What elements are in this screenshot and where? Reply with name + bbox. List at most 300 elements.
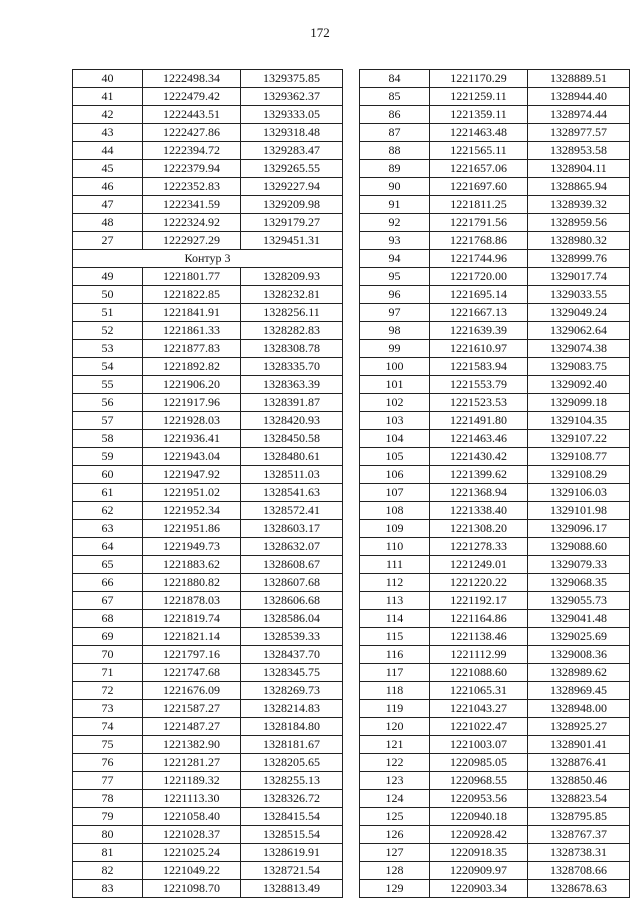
- point-number-cell: 79: [73, 808, 143, 826]
- x-coordinate-cell: 1221791.56: [430, 214, 528, 232]
- x-coordinate-cell: 1221906.20: [143, 376, 241, 394]
- table-row: [73, 394, 343, 412]
- x-coordinate-cell: 1221308.20: [430, 520, 528, 538]
- point-number-cell: 106: [360, 466, 430, 484]
- x-coordinate-cell: 1220903.34: [430, 880, 528, 898]
- point-number-cell: 95: [360, 268, 430, 286]
- table-row: [360, 106, 630, 124]
- point-number-cell: 76: [73, 754, 143, 772]
- table-row: [360, 574, 630, 592]
- y-coordinate-cell: 1328256.11: [241, 304, 343, 322]
- point-number-cell: 115: [360, 628, 430, 646]
- y-coordinate-cell: 1328939.32: [528, 196, 630, 214]
- x-coordinate-cell: 1221281.27: [143, 754, 241, 772]
- y-coordinate-cell: 1328608.67: [241, 556, 343, 574]
- table-row: [73, 106, 343, 124]
- point-number-cell: 42: [73, 106, 143, 124]
- table-row: [360, 304, 630, 322]
- y-coordinate-cell: 1328619.91: [241, 844, 343, 862]
- table-row: [73, 646, 343, 664]
- x-coordinate-cell: 1221744.96: [430, 250, 528, 268]
- point-number-cell: 102: [360, 394, 430, 412]
- y-coordinate-cell: 1329008.36: [528, 646, 630, 664]
- x-coordinate-cell: 1221491.80: [430, 412, 528, 430]
- point-number-cell: 65: [73, 556, 143, 574]
- x-coordinate-cell: 1221138.46: [430, 628, 528, 646]
- y-coordinate-cell: 1328572.41: [241, 502, 343, 520]
- coordinates-table-left: [72, 69, 343, 898]
- table-row: [360, 178, 630, 196]
- table-row: [360, 556, 630, 574]
- table-row: [73, 376, 343, 394]
- x-coordinate-cell: 1221220.22: [430, 574, 528, 592]
- x-coordinate-cell: 1221164.86: [430, 610, 528, 628]
- y-coordinate-cell: 1328999.76: [528, 250, 630, 268]
- y-coordinate-cell: 1329101.98: [528, 502, 630, 520]
- table-row: [73, 790, 343, 808]
- table-row: [73, 592, 343, 610]
- table-row: [73, 340, 343, 358]
- x-coordinate-cell: 1221003.07: [430, 736, 528, 754]
- y-coordinate-cell: 1328959.56: [528, 214, 630, 232]
- table-row: [360, 700, 630, 718]
- table-row: [73, 178, 343, 196]
- y-coordinate-cell: 1328889.51: [528, 70, 630, 88]
- table-row: [73, 214, 343, 232]
- x-coordinate-cell: 1221949.73: [143, 538, 241, 556]
- x-coordinate-cell: 1221951.02: [143, 484, 241, 502]
- y-coordinate-cell: 1328876.41: [528, 754, 630, 772]
- point-number-cell: 66: [73, 574, 143, 592]
- table-row: [360, 736, 630, 754]
- point-number-cell: 77: [73, 772, 143, 790]
- table-row: [360, 214, 630, 232]
- point-number-cell: 59: [73, 448, 143, 466]
- y-coordinate-cell: 1328948.00: [528, 700, 630, 718]
- x-coordinate-cell: 1221877.83: [143, 340, 241, 358]
- y-coordinate-cell: 1329107.22: [528, 430, 630, 448]
- table-row: [360, 448, 630, 466]
- point-number-cell: 112: [360, 574, 430, 592]
- y-coordinate-cell: 1329333.05: [241, 106, 343, 124]
- table-row: [73, 160, 343, 178]
- x-coordinate-cell: 1221565.11: [430, 142, 528, 160]
- y-coordinate-cell: 1329318.48: [241, 124, 343, 142]
- y-coordinate-cell: 1329068.35: [528, 574, 630, 592]
- point-number-cell: 114: [360, 610, 430, 628]
- table-row: [360, 808, 630, 826]
- y-coordinate-cell: 1328977.57: [528, 124, 630, 142]
- point-number-cell: 63: [73, 520, 143, 538]
- point-number-cell: 80: [73, 826, 143, 844]
- y-coordinate-cell: 1328980.32: [528, 232, 630, 250]
- y-coordinate-cell: 1328953.58: [528, 142, 630, 160]
- x-coordinate-cell: 1220940.18: [430, 808, 528, 826]
- x-coordinate-cell: 1221098.70: [143, 880, 241, 898]
- x-coordinate-cell: 1221463.46: [430, 430, 528, 448]
- table-row: [73, 196, 343, 214]
- table-row: [73, 826, 343, 844]
- x-coordinate-cell: 1221883.62: [143, 556, 241, 574]
- y-coordinate-cell: 1329104.35: [528, 412, 630, 430]
- y-coordinate-cell: 1328738.31: [528, 844, 630, 862]
- table-row: [73, 124, 343, 142]
- x-coordinate-cell: 1221801.77: [143, 268, 241, 286]
- point-number-cell: 121: [360, 736, 430, 754]
- point-number-cell: 48: [73, 214, 143, 232]
- y-coordinate-cell: 1329108.29: [528, 466, 630, 484]
- y-coordinate-cell: 1328282.83: [241, 322, 343, 340]
- table-row: [360, 358, 630, 376]
- table-row: [360, 376, 630, 394]
- point-number-cell: 105: [360, 448, 430, 466]
- y-coordinate-cell: 1329074.38: [528, 340, 630, 358]
- x-coordinate-cell: 1221278.33: [430, 538, 528, 556]
- table-row: [73, 862, 343, 880]
- table-row: [360, 322, 630, 340]
- x-coordinate-cell: 1221952.34: [143, 502, 241, 520]
- point-number-cell: 129: [360, 880, 430, 898]
- point-number-cell: 116: [360, 646, 430, 664]
- point-number-cell: 108: [360, 502, 430, 520]
- x-coordinate-cell: 1220968.55: [430, 772, 528, 790]
- y-coordinate-cell: 1328607.68: [241, 574, 343, 592]
- y-coordinate-cell: 1328904.11: [528, 160, 630, 178]
- y-coordinate-cell: 1328232.81: [241, 286, 343, 304]
- x-coordinate-cell: 1221878.03: [143, 592, 241, 610]
- point-number-cell: 62: [73, 502, 143, 520]
- point-number-cell: 117: [360, 664, 430, 682]
- table-row: [73, 700, 343, 718]
- y-coordinate-cell: 1329092.40: [528, 376, 630, 394]
- x-coordinate-cell: 1221065.31: [430, 682, 528, 700]
- table-row: [360, 250, 630, 268]
- point-number-cell: 85: [360, 88, 430, 106]
- y-coordinate-cell: 1329055.73: [528, 592, 630, 610]
- table-row: [360, 412, 630, 430]
- point-number-cell: 87: [360, 124, 430, 142]
- point-number-cell: 49: [73, 268, 143, 286]
- point-number-cell: 123: [360, 772, 430, 790]
- x-coordinate-cell: 1220918.35: [430, 844, 528, 862]
- y-coordinate-cell: 1328989.62: [528, 664, 630, 682]
- y-coordinate-cell: 1329099.18: [528, 394, 630, 412]
- x-coordinate-cell: 1222927.29: [143, 232, 241, 250]
- y-coordinate-cell: 1328511.03: [241, 466, 343, 484]
- point-number-cell: 125: [360, 808, 430, 826]
- x-coordinate-cell: 1221697.60: [430, 178, 528, 196]
- y-coordinate-cell: 1329108.77: [528, 448, 630, 466]
- x-coordinate-cell: 1222379.94: [143, 160, 241, 178]
- y-coordinate-cell: 1328205.65: [241, 754, 343, 772]
- x-coordinate-cell: 1221841.91: [143, 304, 241, 322]
- y-coordinate-cell: 1328974.44: [528, 106, 630, 124]
- y-coordinate-cell: 1328480.61: [241, 448, 343, 466]
- point-number-cell: 75: [73, 736, 143, 754]
- point-number-cell: 64: [73, 538, 143, 556]
- point-number-cell: 54: [73, 358, 143, 376]
- y-coordinate-cell: 1329451.31: [241, 232, 343, 250]
- point-number-cell: 104: [360, 430, 430, 448]
- table-row: [360, 538, 630, 556]
- y-coordinate-cell: 1328308.78: [241, 340, 343, 358]
- point-number-cell: 70: [73, 646, 143, 664]
- table-row: [73, 304, 343, 322]
- table-row: [360, 484, 630, 502]
- x-coordinate-cell: 1221338.40: [430, 502, 528, 520]
- x-coordinate-cell: 1221553.79: [430, 376, 528, 394]
- y-coordinate-cell: 1329227.94: [241, 178, 343, 196]
- x-coordinate-cell: 1221928.03: [143, 412, 241, 430]
- point-number-cell: 98: [360, 322, 430, 340]
- table-row: [360, 682, 630, 700]
- table-row: [360, 610, 630, 628]
- x-coordinate-cell: 1221189.32: [143, 772, 241, 790]
- point-number-cell: 84: [360, 70, 430, 88]
- y-coordinate-cell: 1328813.49: [241, 880, 343, 898]
- table-row: [73, 880, 343, 898]
- x-coordinate-cell: 1220985.05: [430, 754, 528, 772]
- x-coordinate-cell: 1221463.48: [430, 124, 528, 142]
- x-coordinate-cell: 1221249.01: [430, 556, 528, 574]
- point-number-cell: 103: [360, 412, 430, 430]
- table-row: [73, 358, 343, 376]
- x-coordinate-cell: 1222394.72: [143, 142, 241, 160]
- table-row: [360, 754, 630, 772]
- x-coordinate-cell: 1221399.62: [430, 466, 528, 484]
- point-number-cell: 93: [360, 232, 430, 250]
- x-coordinate-cell: 1221022.47: [430, 718, 528, 736]
- y-coordinate-cell: 1329096.17: [528, 520, 630, 538]
- point-number-cell: 100: [360, 358, 430, 376]
- table-row: [360, 646, 630, 664]
- x-coordinate-cell: 1221768.86: [430, 232, 528, 250]
- point-number-cell: 51: [73, 304, 143, 322]
- table-row: [360, 502, 630, 520]
- point-number-cell: 83: [73, 880, 143, 898]
- x-coordinate-cell: 1221583.94: [430, 358, 528, 376]
- y-coordinate-cell: 1329033.55: [528, 286, 630, 304]
- point-number-cell: 86: [360, 106, 430, 124]
- y-coordinate-cell: 1328603.17: [241, 520, 343, 538]
- table-row: [360, 466, 630, 484]
- y-coordinate-cell: 1328345.75: [241, 664, 343, 682]
- y-coordinate-cell: 1329209.98: [241, 196, 343, 214]
- table-row: [360, 826, 630, 844]
- x-coordinate-cell: 1221720.00: [430, 268, 528, 286]
- table-row: [360, 124, 630, 142]
- point-number-cell: 91: [360, 196, 430, 214]
- x-coordinate-cell: 1221368.94: [430, 484, 528, 502]
- x-coordinate-cell: 1221610.97: [430, 340, 528, 358]
- y-coordinate-cell: 1328708.66: [528, 862, 630, 880]
- y-coordinate-cell: 1328391.87: [241, 394, 343, 412]
- table-row: [360, 142, 630, 160]
- point-number-cell: 110: [360, 538, 430, 556]
- table-row: [73, 142, 343, 160]
- y-coordinate-cell: 1328823.54: [528, 790, 630, 808]
- y-coordinate-cell: 1328795.85: [528, 808, 630, 826]
- x-coordinate-cell: 1221797.16: [143, 646, 241, 664]
- point-number-cell: 124: [360, 790, 430, 808]
- table-row: [73, 430, 343, 448]
- point-number-cell: 40: [73, 70, 143, 88]
- point-number-cell: 44: [73, 142, 143, 160]
- point-number-cell: 46: [73, 178, 143, 196]
- point-number-cell: 61: [73, 484, 143, 502]
- x-coordinate-cell: 1221811.25: [430, 196, 528, 214]
- y-coordinate-cell: 1329088.60: [528, 538, 630, 556]
- x-coordinate-cell: 1221819.74: [143, 610, 241, 628]
- point-number-cell: 107: [360, 484, 430, 502]
- table-row: [73, 520, 343, 538]
- point-number-cell: 58: [73, 430, 143, 448]
- table-row: [73, 88, 343, 106]
- table-row: [360, 718, 630, 736]
- table-row: [73, 736, 343, 754]
- table-row: [73, 718, 343, 736]
- table-row: [360, 268, 630, 286]
- point-number-cell: 99: [360, 340, 430, 358]
- point-number-cell: 52: [73, 322, 143, 340]
- y-coordinate-cell: 1328214.83: [241, 700, 343, 718]
- section-title: Контур 3: [73, 250, 343, 268]
- y-coordinate-cell: 1328944.40: [528, 88, 630, 106]
- point-number-cell: 73: [73, 700, 143, 718]
- table-row: [360, 790, 630, 808]
- table-row: [360, 160, 630, 178]
- table-row: [360, 520, 630, 538]
- x-coordinate-cell: 1221025.24: [143, 844, 241, 862]
- point-number-cell: 88: [360, 142, 430, 160]
- table-row: [360, 880, 630, 898]
- y-coordinate-cell: 1329049.24: [528, 304, 630, 322]
- table-row: [360, 592, 630, 610]
- point-number-cell: 97: [360, 304, 430, 322]
- y-coordinate-cell: 1329079.33: [528, 556, 630, 574]
- point-number-cell: 96: [360, 286, 430, 304]
- x-coordinate-cell: 1221947.92: [143, 466, 241, 484]
- x-coordinate-cell: 1221917.96: [143, 394, 241, 412]
- y-coordinate-cell: 1328415.54: [241, 808, 343, 826]
- table-row: [73, 556, 343, 574]
- y-coordinate-cell: 1329017.74: [528, 268, 630, 286]
- table-row: [360, 772, 630, 790]
- x-coordinate-cell: 1221113.30: [143, 790, 241, 808]
- point-number-cell: 72: [73, 682, 143, 700]
- y-coordinate-cell: 1329362.37: [241, 88, 343, 106]
- x-coordinate-cell: 1221747.68: [143, 664, 241, 682]
- x-coordinate-cell: 1221359.11: [430, 106, 528, 124]
- y-coordinate-cell: 1328678.63: [528, 880, 630, 898]
- table-row: [360, 844, 630, 862]
- point-number-cell: 55: [73, 376, 143, 394]
- x-coordinate-cell: 1221676.09: [143, 682, 241, 700]
- table-row: [360, 430, 630, 448]
- table-row: [73, 754, 343, 772]
- y-coordinate-cell: 1328901.41: [528, 736, 630, 754]
- x-coordinate-cell: 1221049.22: [143, 862, 241, 880]
- point-number-cell: 57: [73, 412, 143, 430]
- table-row: [360, 664, 630, 682]
- x-coordinate-cell: 1221821.14: [143, 628, 241, 646]
- table-row: [73, 664, 343, 682]
- table-row: [73, 232, 343, 250]
- table-row: [73, 466, 343, 484]
- point-number-cell: 68: [73, 610, 143, 628]
- x-coordinate-cell: 1222324.92: [143, 214, 241, 232]
- table-row: [73, 574, 343, 592]
- table-row: [73, 628, 343, 646]
- x-coordinate-cell: 1221259.11: [430, 88, 528, 106]
- coordinates-table-right: [359, 69, 630, 898]
- section-header-row: [73, 250, 343, 268]
- table-row: [360, 862, 630, 880]
- table-row: [360, 394, 630, 412]
- x-coordinate-cell: 1220928.42: [430, 826, 528, 844]
- point-number-cell: 113: [360, 592, 430, 610]
- point-number-cell: 101: [360, 376, 430, 394]
- table-row: [73, 538, 343, 556]
- table-row: [360, 70, 630, 88]
- y-coordinate-cell: 1329083.75: [528, 358, 630, 376]
- point-number-cell: 56: [73, 394, 143, 412]
- y-coordinate-cell: 1328269.73: [241, 682, 343, 700]
- table-row: [73, 844, 343, 862]
- x-coordinate-cell: 1221822.85: [143, 286, 241, 304]
- y-coordinate-cell: 1328335.70: [241, 358, 343, 376]
- x-coordinate-cell: 1221587.27: [143, 700, 241, 718]
- point-number-cell: 50: [73, 286, 143, 304]
- x-coordinate-cell: 1221430.42: [430, 448, 528, 466]
- table-row: [360, 340, 630, 358]
- x-coordinate-cell: 1222498.34: [143, 70, 241, 88]
- y-coordinate-cell: 1329179.27: [241, 214, 343, 232]
- y-coordinate-cell: 1328184.80: [241, 718, 343, 736]
- x-coordinate-cell: 1221382.90: [143, 736, 241, 754]
- table-row: [360, 286, 630, 304]
- point-number-cell: 94: [360, 250, 430, 268]
- table-row: [73, 682, 343, 700]
- x-coordinate-cell: 1221951.86: [143, 520, 241, 538]
- x-coordinate-cell: 1221936.41: [143, 430, 241, 448]
- y-coordinate-cell: 1328539.33: [241, 628, 343, 646]
- x-coordinate-cell: 1221880.82: [143, 574, 241, 592]
- table-row: [73, 502, 343, 520]
- x-coordinate-cell: 1222443.51: [143, 106, 241, 124]
- point-number-cell: 127: [360, 844, 430, 862]
- y-coordinate-cell: 1328326.72: [241, 790, 343, 808]
- point-number-cell: 122: [360, 754, 430, 772]
- point-number-cell: 78: [73, 790, 143, 808]
- point-number-cell: 60: [73, 466, 143, 484]
- point-number-cell: 128: [360, 862, 430, 880]
- table-row: [360, 628, 630, 646]
- y-coordinate-cell: 1329375.85: [241, 70, 343, 88]
- y-coordinate-cell: 1329041.48: [528, 610, 630, 628]
- table-row: [73, 412, 343, 430]
- point-number-cell: 69: [73, 628, 143, 646]
- y-coordinate-cell: 1329265.55: [241, 160, 343, 178]
- x-coordinate-cell: 1222341.59: [143, 196, 241, 214]
- x-coordinate-cell: 1221943.04: [143, 448, 241, 466]
- point-number-cell: 45: [73, 160, 143, 178]
- point-number-cell: 111: [360, 556, 430, 574]
- y-coordinate-cell: 1328925.27: [528, 718, 630, 736]
- x-coordinate-cell: 1221192.17: [430, 592, 528, 610]
- y-coordinate-cell: 1328865.94: [528, 178, 630, 196]
- y-coordinate-cell: 1329106.03: [528, 484, 630, 502]
